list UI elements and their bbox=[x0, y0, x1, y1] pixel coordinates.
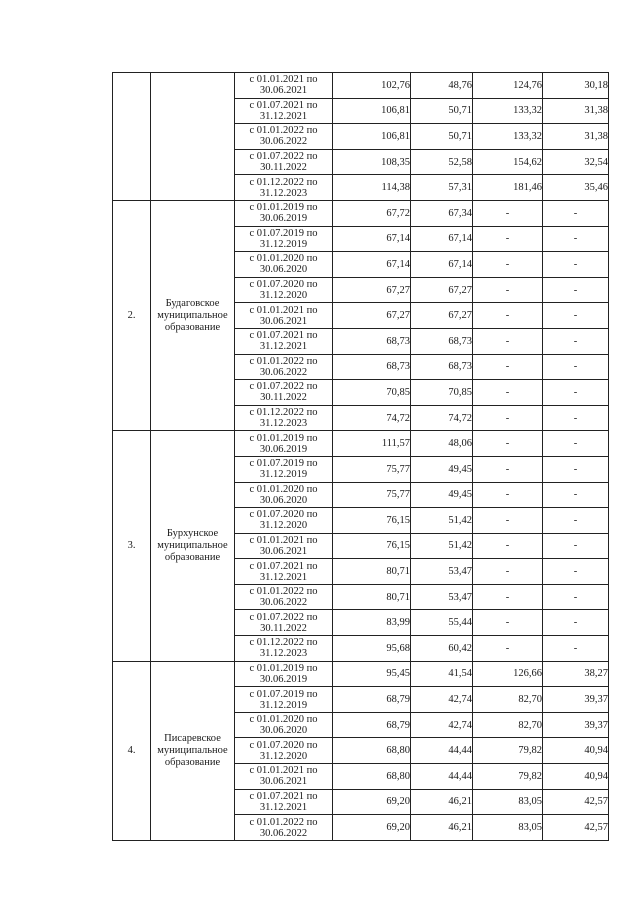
value-cell-1: 95,68 bbox=[333, 636, 411, 662]
row-number-cell bbox=[113, 73, 151, 201]
period-cell: с 01.07.2022 по 30.11.2022 bbox=[235, 380, 333, 406]
period-cell: с 01.01.2022 по 30.06.2022 bbox=[235, 124, 333, 150]
value-cell-4: - bbox=[543, 584, 609, 610]
period-cell: с 01.12.2022 по 31.12.2023 bbox=[235, 405, 333, 431]
value-cell-3: - bbox=[473, 431, 543, 457]
value-cell-2: 67,14 bbox=[411, 226, 473, 252]
value-cell-4: 38,27 bbox=[543, 661, 609, 687]
value-cell-1: 76,15 bbox=[333, 508, 411, 534]
value-cell-2: 67,27 bbox=[411, 277, 473, 303]
value-cell-1: 69,20 bbox=[333, 815, 411, 841]
value-cell-3: 79,82 bbox=[473, 738, 543, 764]
period-cell: с 01.12.2022 по 31.12.2023 bbox=[235, 636, 333, 662]
value-cell-2: 60,42 bbox=[411, 636, 473, 662]
value-cell-3: 82,70 bbox=[473, 687, 543, 713]
value-cell-2: 68,73 bbox=[411, 328, 473, 354]
value-cell-4: 39,37 bbox=[543, 687, 609, 713]
value-cell-2: 50,71 bbox=[411, 98, 473, 124]
value-cell-4: 42,57 bbox=[543, 789, 609, 815]
value-cell-4: - bbox=[543, 277, 609, 303]
value-cell-2: 44,44 bbox=[411, 764, 473, 790]
period-cell: с 01.01.2021 по 30.06.2021 bbox=[235, 533, 333, 559]
value-cell-1: 75,77 bbox=[333, 482, 411, 508]
period-cell: с 01.01.2020 по 30.06.2020 bbox=[235, 482, 333, 508]
value-cell-4: 30,18 bbox=[543, 73, 609, 99]
period-cell: с 01.01.2019 по 30.06.2019 bbox=[235, 431, 333, 457]
value-cell-2: 46,21 bbox=[411, 815, 473, 841]
tariff-table-body bbox=[113, 73, 609, 841]
value-cell-1: 69,20 bbox=[333, 789, 411, 815]
value-cell-4: 42,57 bbox=[543, 815, 609, 841]
value-cell-1: 102,76 bbox=[333, 73, 411, 99]
row-number-cell: 4. bbox=[113, 661, 151, 840]
value-cell-3: - bbox=[473, 405, 543, 431]
value-cell-3: - bbox=[473, 636, 543, 662]
period-cell: с 01.07.2020 по 31.12.2020 bbox=[235, 738, 333, 764]
period-cell: с 01.07.2022 по 30.11.2022 bbox=[235, 610, 333, 636]
value-cell-1: 67,14 bbox=[333, 226, 411, 252]
table-row bbox=[113, 431, 609, 457]
value-cell-1: 76,15 bbox=[333, 533, 411, 559]
value-cell-2: 51,42 bbox=[411, 508, 473, 534]
value-cell-3: 79,82 bbox=[473, 764, 543, 790]
value-cell-1: 111,57 bbox=[333, 431, 411, 457]
table-row bbox=[113, 200, 609, 226]
value-cell-4: 35,46 bbox=[543, 175, 609, 201]
row-number-cell: 3. bbox=[113, 431, 151, 661]
value-cell-2: 67,14 bbox=[411, 252, 473, 278]
value-cell-3: - bbox=[473, 610, 543, 636]
value-cell-1: 68,80 bbox=[333, 738, 411, 764]
value-cell-2: 55,44 bbox=[411, 610, 473, 636]
period-cell: с 01.07.2019 по 31.12.2019 bbox=[235, 226, 333, 252]
value-cell-2: 53,47 bbox=[411, 559, 473, 585]
period-cell: с 01.01.2021 по 30.06.2021 bbox=[235, 764, 333, 790]
value-cell-3: 133,32 bbox=[473, 124, 543, 150]
value-cell-4: - bbox=[543, 559, 609, 585]
value-cell-4: 32,54 bbox=[543, 149, 609, 175]
value-cell-2: 44,44 bbox=[411, 738, 473, 764]
value-cell-2: 67,27 bbox=[411, 303, 473, 329]
value-cell-1: 70,85 bbox=[333, 380, 411, 406]
period-cell: с 01.07.2021 по 31.12.2021 bbox=[235, 559, 333, 585]
period-cell: с 01.07.2022 по 30.11.2022 bbox=[235, 149, 333, 175]
value-cell-2: 52,58 bbox=[411, 149, 473, 175]
value-cell-3: 124,76 bbox=[473, 73, 543, 99]
value-cell-1: 106,81 bbox=[333, 124, 411, 150]
value-cell-2: 42,74 bbox=[411, 712, 473, 738]
value-cell-3: - bbox=[473, 559, 543, 585]
value-cell-1: 80,71 bbox=[333, 584, 411, 610]
value-cell-4: 31,38 bbox=[543, 124, 609, 150]
period-cell: с 01.01.2021 по 30.06.2021 bbox=[235, 303, 333, 329]
value-cell-4: - bbox=[543, 354, 609, 380]
value-cell-3: - bbox=[473, 380, 543, 406]
value-cell-3: - bbox=[473, 328, 543, 354]
value-cell-2: 41,54 bbox=[411, 661, 473, 687]
value-cell-1: 68,79 bbox=[333, 687, 411, 713]
value-cell-2: 68,73 bbox=[411, 354, 473, 380]
value-cell-4: - bbox=[543, 482, 609, 508]
value-cell-3: - bbox=[473, 508, 543, 534]
value-cell-2: 48,06 bbox=[411, 431, 473, 457]
value-cell-3: - bbox=[473, 252, 543, 278]
value-cell-3: - bbox=[473, 456, 543, 482]
value-cell-1: 68,73 bbox=[333, 328, 411, 354]
value-cell-2: 42,74 bbox=[411, 687, 473, 713]
value-cell-2: 50,71 bbox=[411, 124, 473, 150]
table-row bbox=[113, 661, 609, 687]
value-cell-1: 67,72 bbox=[333, 200, 411, 226]
period-cell: с 01.01.2022 по 30.06.2022 bbox=[235, 584, 333, 610]
value-cell-2: 48,76 bbox=[411, 73, 473, 99]
value-cell-4: 31,38 bbox=[543, 98, 609, 124]
value-cell-1: 75,77 bbox=[333, 456, 411, 482]
value-cell-4: - bbox=[543, 405, 609, 431]
value-cell-3: - bbox=[473, 226, 543, 252]
period-cell: с 01.07.2021 по 31.12.2021 bbox=[235, 789, 333, 815]
period-cell: с 01.01.2019 по 30.06.2019 bbox=[235, 661, 333, 687]
value-cell-3: - bbox=[473, 303, 543, 329]
value-cell-3: - bbox=[473, 533, 543, 559]
period-cell: с 01.07.2021 по 31.12.2021 bbox=[235, 98, 333, 124]
tariff-table bbox=[112, 72, 609, 841]
value-cell-2: 67,34 bbox=[411, 200, 473, 226]
value-cell-4: - bbox=[543, 508, 609, 534]
period-cell: с 01.07.2019 по 31.12.2019 bbox=[235, 687, 333, 713]
value-cell-1: 67,14 bbox=[333, 252, 411, 278]
period-cell: с 01.01.2022 по 30.06.2022 bbox=[235, 354, 333, 380]
value-cell-4: 39,37 bbox=[543, 712, 609, 738]
value-cell-4: 40,94 bbox=[543, 738, 609, 764]
municipality-name-cell: Писаревское муниципальное образование bbox=[151, 661, 235, 840]
value-cell-4: - bbox=[543, 636, 609, 662]
value-cell-4: - bbox=[543, 303, 609, 329]
value-cell-1: 68,73 bbox=[333, 354, 411, 380]
value-cell-1: 67,27 bbox=[333, 303, 411, 329]
value-cell-4: - bbox=[543, 200, 609, 226]
value-cell-2: 49,45 bbox=[411, 482, 473, 508]
value-cell-1: 95,45 bbox=[333, 661, 411, 687]
value-cell-1: 68,79 bbox=[333, 712, 411, 738]
period-cell: с 01.01.2020 по 30.06.2020 bbox=[235, 712, 333, 738]
value-cell-3: 126,66 bbox=[473, 661, 543, 687]
value-cell-4: - bbox=[543, 431, 609, 457]
value-cell-3: - bbox=[473, 584, 543, 610]
value-cell-3: 83,05 bbox=[473, 789, 543, 815]
value-cell-3: - bbox=[473, 482, 543, 508]
municipality-name-cell bbox=[151, 73, 235, 201]
value-cell-1: 106,81 bbox=[333, 98, 411, 124]
value-cell-4: - bbox=[543, 380, 609, 406]
period-cell: с 01.07.2021 по 31.12.2021 bbox=[235, 328, 333, 354]
value-cell-4: - bbox=[543, 533, 609, 559]
value-cell-3: 181,46 bbox=[473, 175, 543, 201]
value-cell-3: 82,70 bbox=[473, 712, 543, 738]
value-cell-4: - bbox=[543, 610, 609, 636]
value-cell-3: 133,32 bbox=[473, 98, 543, 124]
value-cell-4: - bbox=[543, 328, 609, 354]
value-cell-1: 83,99 bbox=[333, 610, 411, 636]
value-cell-3: - bbox=[473, 277, 543, 303]
value-cell-2: 74,72 bbox=[411, 405, 473, 431]
period-cell: с 01.01.2020 по 30.06.2020 bbox=[235, 252, 333, 278]
value-cell-2: 70,85 bbox=[411, 380, 473, 406]
value-cell-2: 51,42 bbox=[411, 533, 473, 559]
value-cell-4: - bbox=[543, 252, 609, 278]
value-cell-2: 53,47 bbox=[411, 584, 473, 610]
value-cell-2: 46,21 bbox=[411, 789, 473, 815]
value-cell-1: 67,27 bbox=[333, 277, 411, 303]
value-cell-1: 108,35 bbox=[333, 149, 411, 175]
value-cell-4: - bbox=[543, 226, 609, 252]
value-cell-4: 40,94 bbox=[543, 764, 609, 790]
period-cell: с 01.07.2020 по 31.12.2020 bbox=[235, 277, 333, 303]
value-cell-1: 114,38 bbox=[333, 175, 411, 201]
value-cell-1: 68,80 bbox=[333, 764, 411, 790]
value-cell-3: 154,62 bbox=[473, 149, 543, 175]
value-cell-4: - bbox=[543, 456, 609, 482]
value-cell-1: 80,71 bbox=[333, 559, 411, 585]
table-row bbox=[113, 73, 609, 99]
row-number-cell: 2. bbox=[113, 200, 151, 430]
municipality-name-cell: Бурхунское муниципальное образование bbox=[151, 431, 235, 661]
value-cell-2: 57,31 bbox=[411, 175, 473, 201]
period-cell: с 01.12.2022 по 31.12.2023 bbox=[235, 175, 333, 201]
period-cell: с 01.07.2019 по 31.12.2019 bbox=[235, 456, 333, 482]
value-cell-1: 74,72 bbox=[333, 405, 411, 431]
period-cell: с 01.01.2021 по 30.06.2021 bbox=[235, 73, 333, 99]
value-cell-3: 83,05 bbox=[473, 815, 543, 841]
value-cell-3: - bbox=[473, 200, 543, 226]
value-cell-2: 49,45 bbox=[411, 456, 473, 482]
period-cell: с 01.07.2020 по 31.12.2020 bbox=[235, 508, 333, 534]
municipality-name-cell: Будаговское муниципальное образование bbox=[151, 200, 235, 430]
period-cell: с 01.01.2019 по 30.06.2019 bbox=[235, 200, 333, 226]
value-cell-3: - bbox=[473, 354, 543, 380]
period-cell: с 01.01.2022 по 30.06.2022 bbox=[235, 815, 333, 841]
